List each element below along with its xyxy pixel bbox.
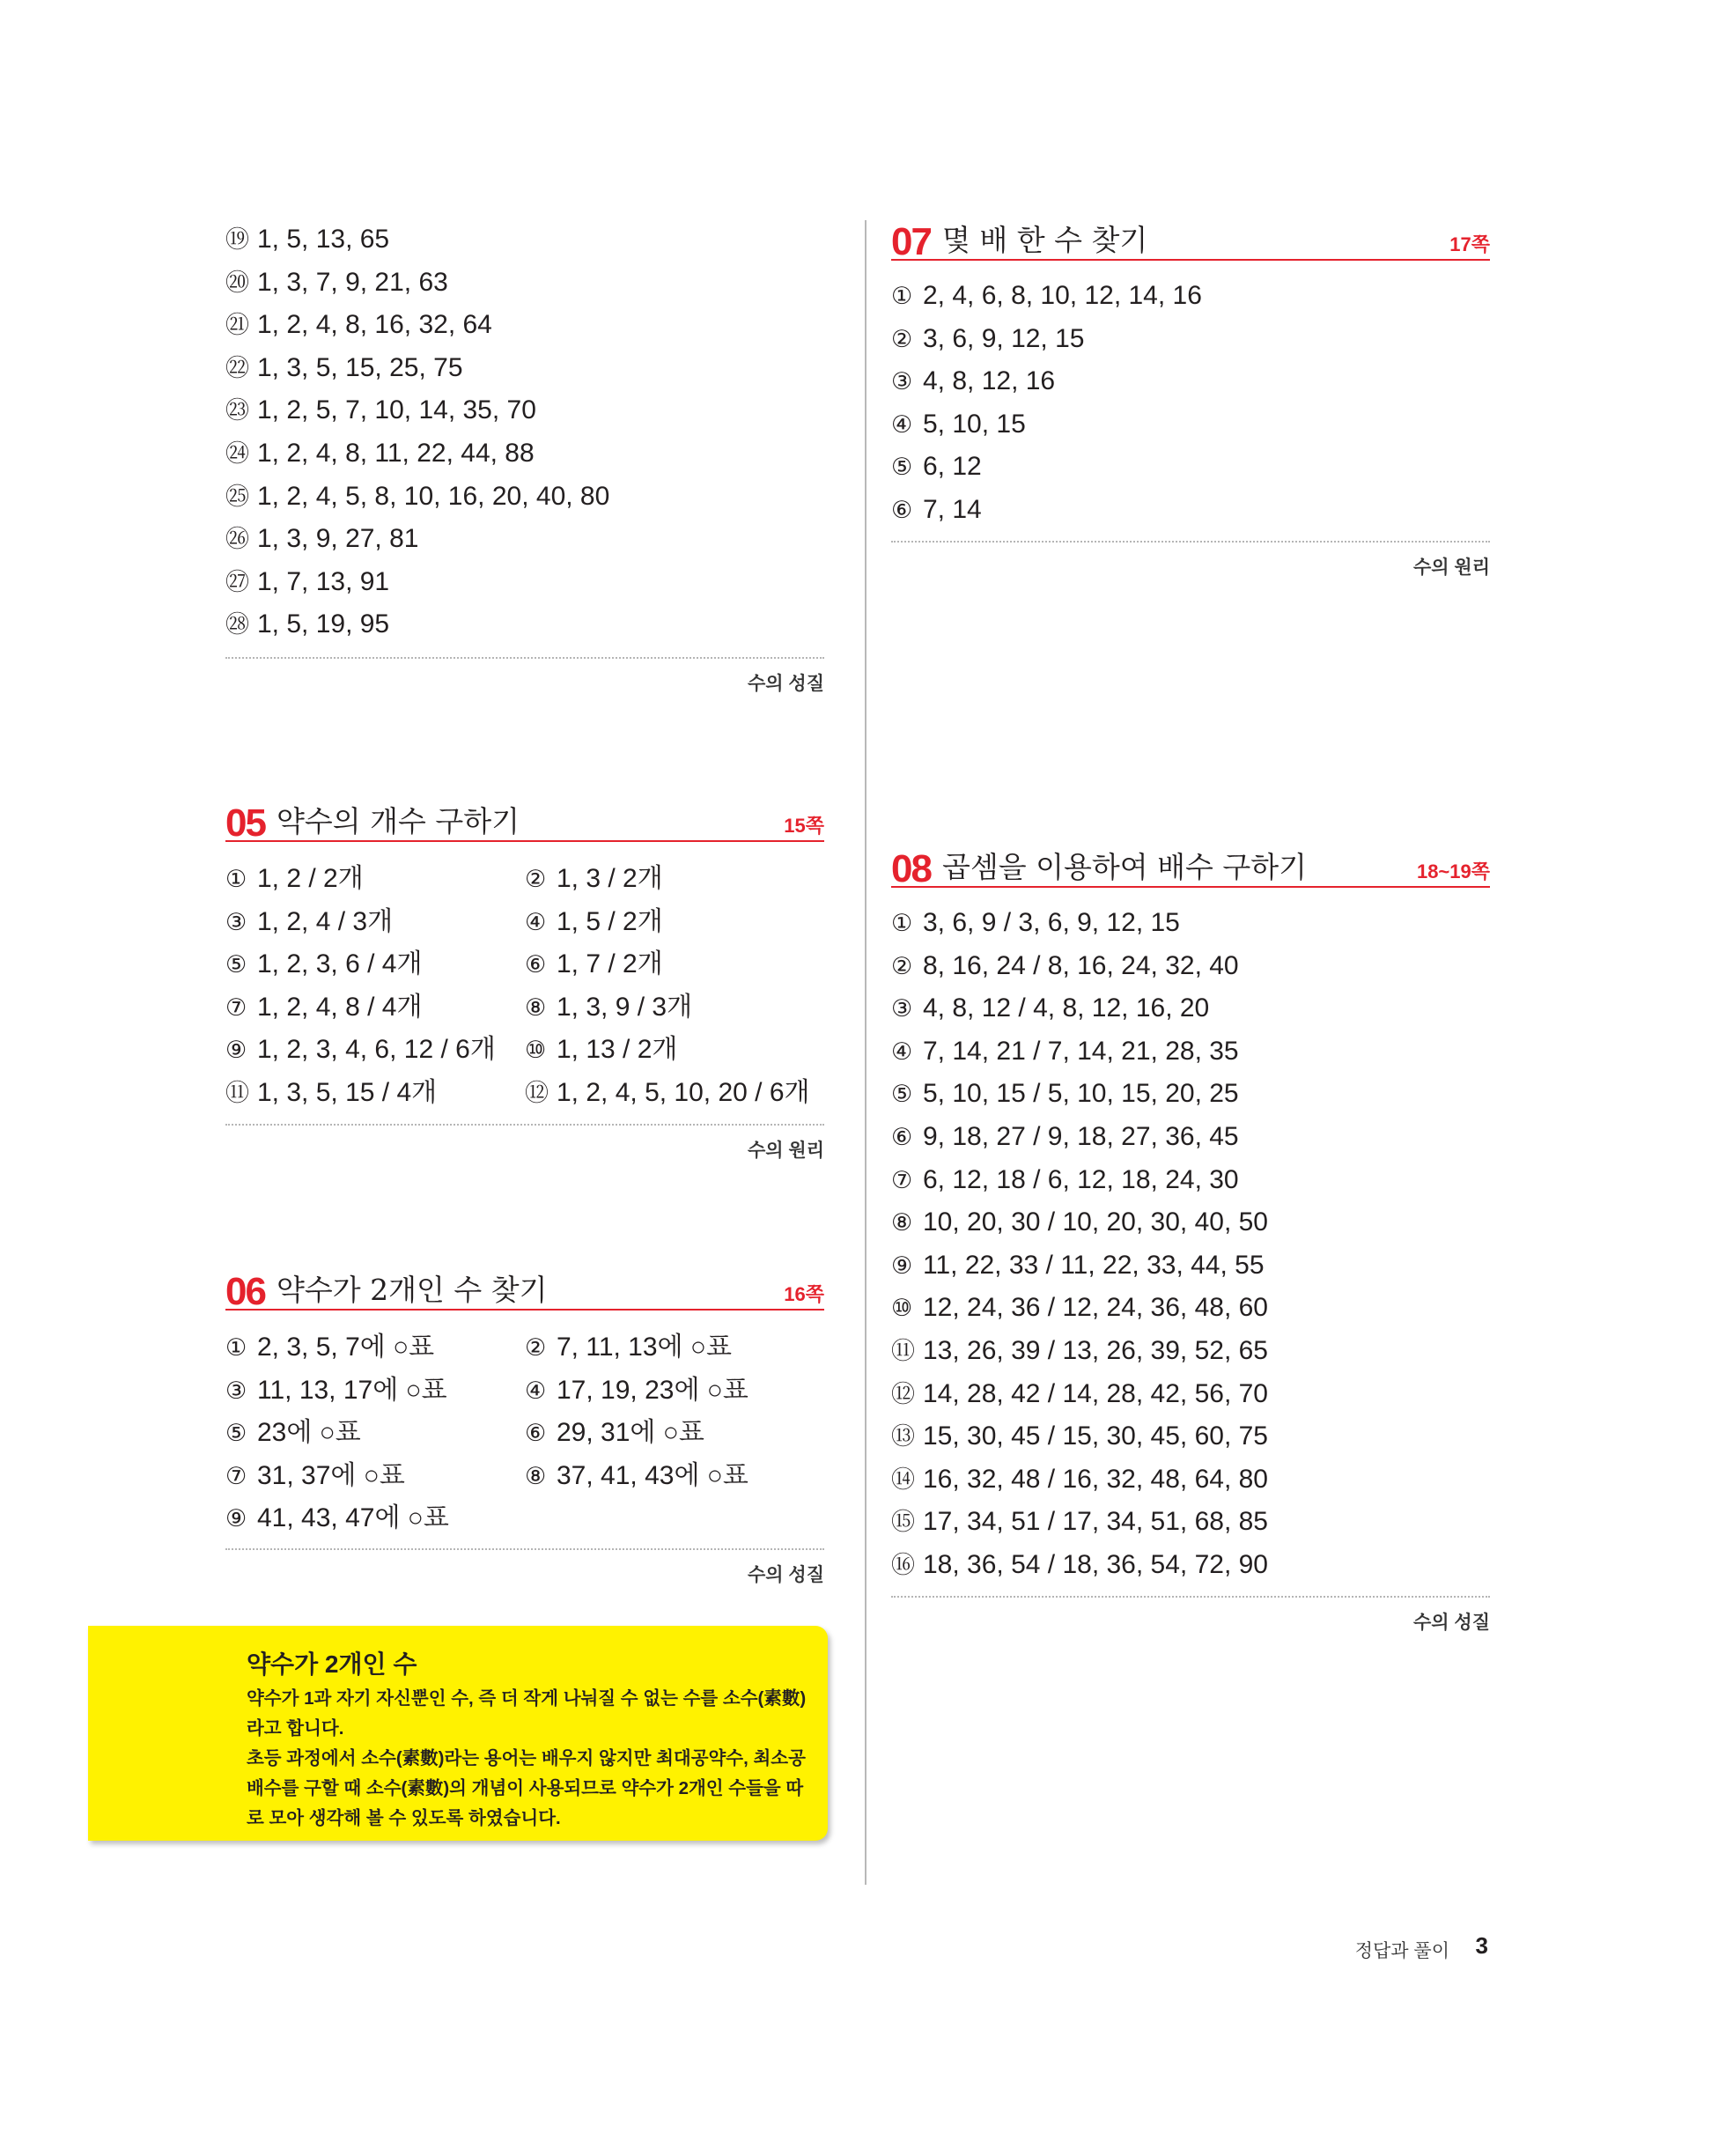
answer-number: ① bbox=[891, 910, 913, 936]
section-07-dotted-rule bbox=[891, 541, 1490, 543]
answer-item bbox=[891, 1330, 1268, 1373]
section-06-page: 16쪽 bbox=[784, 1283, 824, 1305]
answer-number: ⑥ bbox=[891, 1123, 913, 1150]
answer-text: 1, 2, 4, 8, 16, 32, 64 bbox=[257, 310, 492, 340]
section-06-header bbox=[225, 1270, 824, 1311]
answer-number: ㉖ bbox=[225, 526, 249, 553]
answer-number: ⑨ bbox=[225, 1505, 247, 1532]
answer-text: 14, 28, 42 / 14, 28, 42, 56, 70 bbox=[923, 1378, 1268, 1408]
answer-item bbox=[891, 1073, 1268, 1116]
answer-number: ⑫ bbox=[525, 1079, 549, 1106]
answer-item bbox=[225, 1455, 525, 1498]
answer-item bbox=[891, 1201, 1268, 1244]
answer-text: 1, 2, 3, 6 / 4개 bbox=[257, 949, 423, 979]
answer-item bbox=[525, 1326, 824, 1370]
answer-text: 3, 6, 9 / 3, 6, 9, 12, 15 bbox=[923, 908, 1180, 937]
section-06-number: 06 bbox=[225, 1270, 265, 1313]
answer-text: 4, 8, 12 / 4, 8, 12, 16, 20 bbox=[923, 993, 1210, 1023]
answer-item bbox=[891, 1544, 1268, 1587]
answer-text: 16, 32, 48 / 16, 32, 48, 64, 80 bbox=[923, 1464, 1268, 1494]
answer-item bbox=[891, 945, 1268, 988]
section-06-answer-grid bbox=[225, 1326, 824, 1540]
section-06-title: 약수가 2개인 수 찾기 bbox=[277, 1273, 548, 1307]
answer-item bbox=[225, 943, 525, 986]
section-08-dotted-rule bbox=[891, 1596, 1490, 1598]
answer-text: 1, 2, 4, 8 / 4개 bbox=[257, 992, 423, 1022]
note-box bbox=[88, 1626, 828, 1841]
answer-item bbox=[891, 1415, 1268, 1458]
section-07-header bbox=[891, 220, 1490, 261]
answer-number: ⑫ bbox=[891, 1380, 915, 1407]
answer-number: ④ bbox=[891, 410, 913, 438]
answer-item bbox=[225, 389, 609, 432]
prev-answer-list bbox=[225, 218, 609, 646]
answer-item bbox=[891, 902, 1268, 945]
answer-item bbox=[891, 318, 1202, 361]
answer-text: 1, 2, 4, 8, 11, 22, 44, 88 bbox=[257, 438, 535, 468]
answer-item bbox=[225, 858, 525, 901]
answer-number: ⑯ bbox=[891, 1551, 915, 1578]
answer-text: 6, 12, 18 / 6, 12, 18, 24, 30 bbox=[923, 1164, 1239, 1194]
answer-number: ② bbox=[891, 952, 913, 979]
note-title: 약수가 2개인 수 bbox=[247, 1650, 417, 1678]
section-07-answer-list bbox=[891, 275, 1202, 532]
answer-number: ⑳ bbox=[225, 269, 249, 296]
answer-item bbox=[225, 432, 609, 476]
answer-item bbox=[525, 1455, 824, 1498]
answer-number: ⑥ bbox=[525, 951, 547, 978]
answer-number: ④ bbox=[525, 908, 547, 935]
answer-item bbox=[891, 446, 1202, 489]
answer-number: ㉒ bbox=[225, 354, 249, 381]
answer-text: 18, 36, 54 / 18, 36, 54, 72, 90 bbox=[923, 1549, 1268, 1579]
answer-number: ⑥ bbox=[525, 1420, 547, 1447]
answer-text: 10, 20, 30 / 10, 20, 30, 40, 50 bbox=[923, 1207, 1268, 1237]
answer-number: ⑥ bbox=[891, 496, 913, 523]
answer-number: ㉗ bbox=[225, 568, 249, 595]
answer-item bbox=[225, 304, 609, 347]
answer-number: ⑧ bbox=[525, 993, 547, 1021]
answer-text: 31, 37에 ○표 bbox=[257, 1460, 405, 1490]
answer-number: ㉓ bbox=[225, 397, 249, 425]
answer-text: 1, 3, 9, 27, 81 bbox=[257, 524, 419, 554]
answer-item bbox=[225, 1370, 525, 1413]
answer-number: ⑩ bbox=[891, 1295, 913, 1322]
answer-number: ⑧ bbox=[525, 1462, 547, 1489]
answer-number: ⑦ bbox=[225, 993, 247, 1021]
answer-item bbox=[225, 518, 609, 561]
note-body: 약수가 1과 자기 자신뿐인 수, 즉 더 작게 나눠질 수 없는 수를 소수(素數)라고 합니다. 초등 과정에서 소수(素數)라는 용어는 배우지 않지만 최대공약수, 최소공배수를 구할 때 소수(素數)의 개념이 사용되므로 약수가 2개인 수들을 따로 모아 생각해 볼 수 있도록 하였습니다. bbox=[247, 1688, 807, 1828]
answer-number: ① bbox=[891, 283, 913, 309]
answer-text: 17, 19, 23에 ○표 bbox=[557, 1375, 749, 1405]
answer-number: ㉑ bbox=[225, 312, 249, 339]
answer-number: ⑨ bbox=[891, 1252, 913, 1279]
answer-number: ② bbox=[525, 866, 547, 892]
section-05-page: 15쪽 bbox=[784, 815, 824, 837]
answer-text: 37, 41, 43에 ○표 bbox=[557, 1460, 749, 1490]
answer-text: 12, 24, 36 / 12, 24, 36, 48, 60 bbox=[923, 1293, 1268, 1323]
answer-item bbox=[891, 360, 1202, 403]
answer-item bbox=[225, 986, 525, 1030]
section-08-header bbox=[891, 847, 1490, 888]
answer-number: ① bbox=[225, 1334, 247, 1361]
answer-item bbox=[525, 901, 824, 944]
answer-number: ① bbox=[225, 866, 247, 892]
answer-item bbox=[225, 561, 609, 604]
answer-item bbox=[525, 1072, 824, 1115]
answer-text: 1, 2, 4 / 3개 bbox=[257, 906, 394, 936]
answer-text: 1, 2, 3, 4, 6, 12 / 6개 bbox=[257, 1035, 496, 1065]
answer-number: ④ bbox=[525, 1377, 547, 1404]
section-08-page: 18~19쪽 bbox=[1416, 860, 1490, 882]
answer-number: ③ bbox=[225, 1377, 247, 1404]
answer-text: 1, 3 / 2개 bbox=[557, 864, 663, 893]
prev-dotted-rule bbox=[225, 657, 824, 659]
answer-item bbox=[891, 1030, 1268, 1074]
answer-text: 7, 14, 21 / 7, 14, 21, 28, 35 bbox=[923, 1036, 1239, 1066]
answer-text: 1, 3, 7, 9, 21, 63 bbox=[257, 267, 448, 297]
answer-item bbox=[225, 1029, 525, 1072]
section-08-number: 08 bbox=[891, 847, 931, 890]
answer-text: 7, 14 bbox=[923, 494, 982, 524]
answer-number: ⑤ bbox=[225, 951, 247, 978]
section-08-answer-list bbox=[891, 902, 1268, 1587]
column-divider bbox=[865, 220, 866, 1885]
answer-item bbox=[891, 1116, 1268, 1159]
answer-item bbox=[225, 476, 609, 519]
answer-text: 6, 12 bbox=[923, 452, 982, 482]
answer-item bbox=[525, 1370, 824, 1413]
section-07-title: 몇 배 한 수 찾기 bbox=[942, 223, 1148, 257]
answer-text: 15, 30, 45 / 15, 30, 45, 60, 75 bbox=[923, 1421, 1268, 1451]
section-08-topic-tag: 수의 성질 bbox=[1413, 1613, 1490, 1633]
answer-number: ⑤ bbox=[891, 1081, 913, 1108]
answer-text: 29, 31에 ○표 bbox=[557, 1418, 704, 1448]
answer-item bbox=[525, 943, 824, 986]
section-05-dotted-rule bbox=[225, 1124, 824, 1126]
answer-text: 13, 26, 39 / 13, 26, 39, 52, 65 bbox=[923, 1335, 1268, 1365]
answer-number: ⑪ bbox=[225, 1079, 249, 1106]
answer-text: 1, 3, 5, 15, 25, 75 bbox=[257, 352, 463, 382]
answer-item bbox=[225, 218, 609, 262]
answer-text: 1, 2, 5, 7, 10, 14, 35, 70 bbox=[257, 395, 536, 425]
answer-text: 1, 2 / 2개 bbox=[257, 864, 364, 893]
answer-text: 8, 16, 24 / 8, 16, 24, 32, 40 bbox=[923, 950, 1239, 980]
answer-text: 1, 5, 19, 95 bbox=[257, 609, 390, 639]
answer-number: ⑪ bbox=[891, 1337, 915, 1364]
answer-number: ③ bbox=[891, 368, 913, 395]
answer-item bbox=[225, 347, 609, 390]
section-07-page: 17쪽 bbox=[1449, 233, 1490, 255]
answer-number: ㉘ bbox=[225, 611, 249, 639]
page-number: 3 bbox=[1475, 1932, 1488, 1959]
section-05-answer-grid bbox=[225, 858, 824, 1115]
section-08-title: 곱셈을 이용하여 배수 구하기 bbox=[942, 850, 1308, 884]
answer-number: ④ bbox=[891, 1037, 913, 1065]
answer-number: ⑩ bbox=[525, 1037, 547, 1064]
answer-text: 1, 2, 4, 5, 8, 10, 16, 20, 40, 80 bbox=[257, 481, 610, 511]
answer-text: 23에 ○표 bbox=[257, 1418, 361, 1448]
answer-number: ③ bbox=[891, 995, 913, 1023]
answer-text: 1, 3, 9 / 3개 bbox=[557, 992, 693, 1022]
section-05-header bbox=[225, 801, 824, 845]
answer-item bbox=[525, 1029, 824, 1072]
section-06-topic-tag: 수의 성질 bbox=[748, 1565, 824, 1585]
answer-text: 1, 3, 5, 15 / 4개 bbox=[257, 1077, 438, 1107]
answer-number: ⑧ bbox=[891, 1209, 913, 1237]
answer-number: ② bbox=[891, 325, 913, 352]
section-07-topic-tag: 수의 원리 bbox=[1413, 557, 1490, 578]
answer-text: 7, 11, 13에 ○표 bbox=[557, 1333, 732, 1362]
answer-item bbox=[891, 1458, 1268, 1502]
answer-item bbox=[891, 489, 1202, 532]
answer-item bbox=[225, 1497, 525, 1540]
answer-item bbox=[891, 1244, 1268, 1288]
answer-text: 1, 13 / 2개 bbox=[557, 1035, 678, 1065]
section-05-number: 05 bbox=[225, 801, 265, 845]
answer-text: 9, 18, 27 / 9, 18, 27, 36, 45 bbox=[923, 1121, 1239, 1151]
answer-text: 41, 43, 47에 ○표 bbox=[257, 1503, 449, 1533]
answer-item bbox=[891, 1159, 1268, 1202]
answer-item bbox=[525, 858, 824, 901]
answer-text: 11, 22, 33 / 11, 22, 33, 44, 55 bbox=[923, 1250, 1265, 1280]
section-06-dotted-rule bbox=[225, 1548, 824, 1550]
answer-text: 1, 7 / 2개 bbox=[557, 949, 663, 979]
section-05-title: 약수의 개수 구하기 bbox=[277, 804, 520, 838]
answer-number: ⑤ bbox=[225, 1420, 247, 1447]
answer-number: ⑮ bbox=[891, 1509, 915, 1536]
footer-label: 정답과 풀이 bbox=[1354, 1941, 1449, 1961]
answer-text: 2, 3, 5, 7에 ○표 bbox=[257, 1333, 435, 1362]
section-07-number: 07 bbox=[891, 220, 931, 263]
answer-text: 3, 6, 9, 12, 15 bbox=[923, 323, 1085, 353]
answer-item bbox=[225, 901, 525, 944]
answer-text: 2, 4, 6, 8, 10, 12, 14, 16 bbox=[923, 281, 1202, 310]
answer-number: ② bbox=[525, 1334, 547, 1361]
answer-item bbox=[225, 1072, 525, 1115]
answer-item bbox=[891, 1373, 1268, 1416]
answer-text: 1, 7, 13, 91 bbox=[257, 566, 390, 596]
answer-number: ⑲ bbox=[225, 226, 249, 253]
prev-topic-tag: 수의 성질 bbox=[748, 674, 824, 694]
answer-item bbox=[891, 1287, 1268, 1330]
answer-text: 1, 5 / 2개 bbox=[557, 906, 663, 936]
section-05-topic-tag: 수의 원리 bbox=[748, 1141, 824, 1161]
answer-item bbox=[891, 403, 1202, 447]
answer-item bbox=[225, 1326, 525, 1370]
answer-number: ⑬ bbox=[891, 1423, 915, 1451]
answer-item bbox=[225, 603, 609, 646]
answer-number: ㉕ bbox=[225, 483, 249, 510]
answer-text: 17, 34, 51 / 17, 34, 51, 68, 85 bbox=[923, 1507, 1268, 1537]
answer-text: 1, 2, 4, 5, 10, 20 / 6개 bbox=[557, 1077, 810, 1107]
answer-number: ⑭ bbox=[891, 1466, 915, 1493]
answer-item bbox=[225, 1412, 525, 1455]
answer-item bbox=[225, 262, 609, 305]
answer-text: 4, 8, 12, 16 bbox=[923, 366, 1056, 396]
answer-text: 5, 10, 15 / 5, 10, 15, 20, 25 bbox=[923, 1079, 1239, 1109]
answer-item bbox=[891, 1501, 1268, 1544]
answer-text: 1, 5, 13, 65 bbox=[257, 225, 390, 254]
answer-number: ⑨ bbox=[225, 1037, 247, 1064]
answer-text: 5, 10, 15 bbox=[923, 409, 1026, 439]
answer-number: ⑦ bbox=[891, 1166, 913, 1193]
answer-number: ㉔ bbox=[225, 439, 249, 467]
answer-item bbox=[525, 986, 824, 1030]
answer-item bbox=[891, 275, 1202, 318]
answer-number: ⑦ bbox=[225, 1462, 247, 1489]
answer-number: ③ bbox=[225, 908, 247, 935]
answer-text: 11, 13, 17에 ○표 bbox=[257, 1375, 447, 1405]
answer-number: ⑤ bbox=[891, 454, 913, 481]
answer-item bbox=[525, 1412, 824, 1455]
answer-item bbox=[891, 987, 1268, 1030]
